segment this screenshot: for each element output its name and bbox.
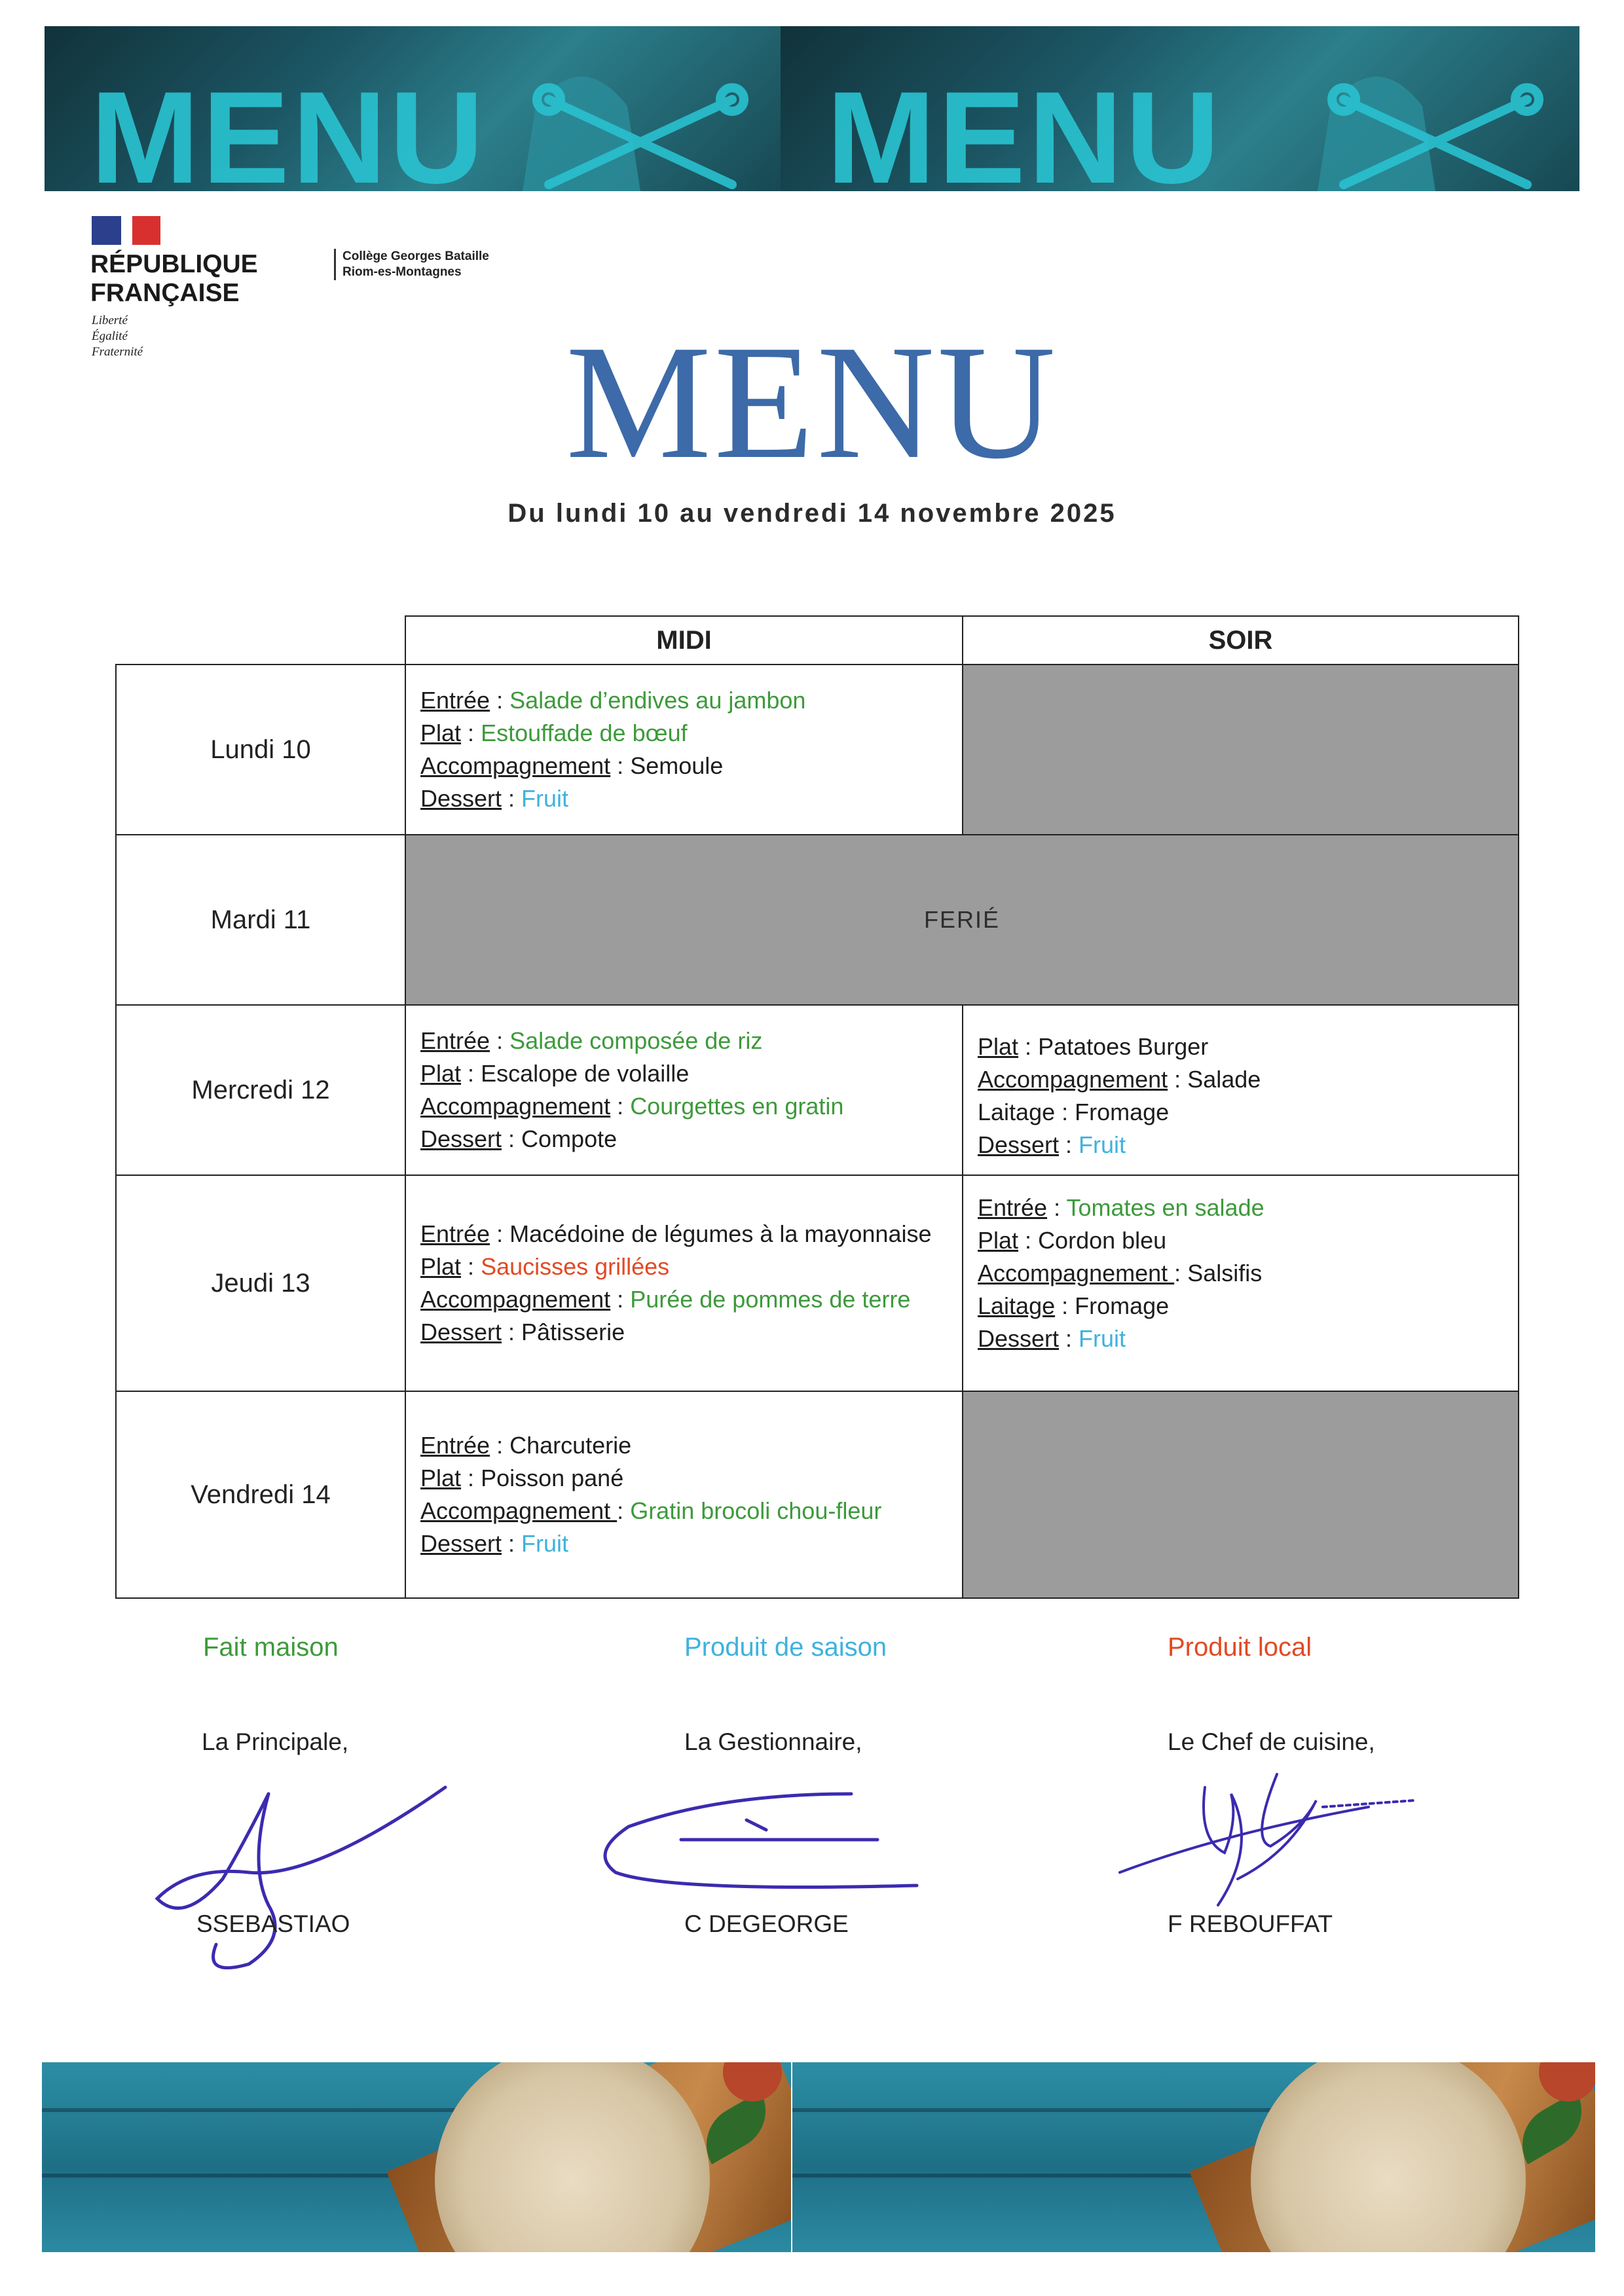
week-subtitle: Du lundi 10 au vendredi 14 novembre 2025 <box>507 499 1116 528</box>
menu-line <box>978 1192 1518 1224</box>
menu-line-label: Plat <box>420 1253 462 1280</box>
menu-line <box>978 1257 1518 1290</box>
menu-line-label: Accompagnement <box>420 1497 618 1524</box>
vendredi-midi-cell <box>405 1391 963 1599</box>
menu-line-label: Plat <box>420 1465 462 1491</box>
signatory-title-chef: Le Chef de cuisine, <box>1168 1728 1375 1755</box>
menu-line <box>978 1030 1518 1063</box>
menu-line <box>420 1250 936 1283</box>
menu-line-value: Semoule <box>630 752 724 779</box>
menu-line-value: Cordon bleu <box>1038 1227 1167 1254</box>
menu-line-separator: : <box>1018 1033 1039 1060</box>
day-mercredi: Mercredi 12 <box>115 1004 406 1176</box>
school-line-2: Riom-es-Montagnes <box>342 265 462 279</box>
menu-line-label: Plat <box>978 1033 1019 1060</box>
menu-line-separator: : <box>1047 1194 1067 1221</box>
signature-gestionnaire-icon <box>589 1768 930 1912</box>
logo-line-1: RÉPUBLIQUE <box>90 250 258 278</box>
lundi-soir-empty <box>962 664 1519 835</box>
menu-line-value: Pâtisserie <box>521 1319 625 1345</box>
republique-francaise-logo <box>90 250 258 308</box>
menu-line-separator: : <box>502 1530 522 1557</box>
page-title: MENU <box>565 312 1059 493</box>
day-lundi: Lundi 10 <box>115 664 406 835</box>
menu-line-separator: : <box>1168 1066 1188 1093</box>
menu-line-label: Plat <box>420 1060 462 1087</box>
mardi-ferie-cell: FERIÉ <box>405 834 1519 1006</box>
legend-produit-local: Produit local <box>1168 1633 1312 1662</box>
menu-line-value: Tomates en salade <box>1066 1194 1264 1221</box>
menu-line-label: Dessert <box>420 785 502 812</box>
menu-line-label: Dessert <box>420 1125 502 1152</box>
menu-line-label: Accompagnement <box>978 1066 1168 1093</box>
menu-line-separator: : <box>610 1286 631 1313</box>
menu-line-separator: : <box>490 687 510 714</box>
legend-fait-maison: Fait maison <box>203 1633 339 1662</box>
menu-line-label: Plat <box>420 720 462 746</box>
menu-line-label: Entrée <box>420 1027 490 1054</box>
menu-line-value: Salsifis <box>1187 1260 1263 1286</box>
signatory-title-gestionnaire: La Gestionnaire, <box>684 1728 862 1755</box>
menu-line <box>978 1290 1518 1322</box>
menu-line-label: Plat <box>978 1227 1019 1254</box>
day-jeudi: Jeudi 13 <box>115 1175 406 1392</box>
menu-line-label: Accompagnement <box>420 1286 611 1313</box>
menu-line-label: Entrée <box>420 1220 490 1247</box>
school-line-1: Collège Georges Bataille <box>342 249 489 263</box>
menu-line-value: Poisson pané <box>481 1465 624 1491</box>
menu-line-label: Entrée <box>978 1194 1048 1221</box>
top-banner-left <box>45 26 784 191</box>
menu-line <box>420 717 962 750</box>
jeudi-soir-cell <box>962 1175 1519 1392</box>
menu-line <box>420 684 962 717</box>
menu-line-label: Laitage <box>978 1292 1056 1319</box>
crossed-utensils-icon <box>523 80 758 191</box>
menu-line-separator: : <box>1055 1292 1075 1319</box>
banner-menu-word: MENU <box>90 65 487 191</box>
menu-line-label: Accompagnement <box>978 1260 1175 1286</box>
signatory-name-chef: F REBOUFFAT <box>1168 1910 1333 1937</box>
menu-line <box>420 1462 962 1495</box>
bottom-banner-right <box>792 2062 1595 2252</box>
menu-line-value: Purée de pommes de terre <box>630 1286 911 1313</box>
menu-line-label: Accompagnement <box>420 752 611 779</box>
menu-line-value: Gratin brocoli chou-fleur <box>630 1497 882 1524</box>
plate-icon <box>1251 2062 1526 2252</box>
menu-line-label: Laitage <box>978 1099 1056 1125</box>
menu-line-separator: : <box>490 1432 510 1459</box>
menu-line-label: Dessert <box>978 1325 1060 1352</box>
menu-line-label: Accompagnement <box>420 1093 611 1120</box>
menu-table <box>115 615 1519 1599</box>
menu-line <box>978 1322 1518 1355</box>
plate-icon <box>435 2062 710 2252</box>
menu-line-value: Fromage <box>1075 1099 1170 1125</box>
menu-line-separator: : <box>461 1060 481 1087</box>
menu-line-label: Entrée <box>420 687 490 714</box>
menu-line-separator: : <box>1018 1227 1039 1254</box>
marianne-flag-icon <box>92 216 160 245</box>
header-soir: SOIR <box>962 615 1519 665</box>
menu-line-separator: : <box>1055 1099 1075 1125</box>
crossed-utensils-icon <box>1318 80 1553 191</box>
menu-line <box>420 1429 962 1462</box>
menu-line-separator: : <box>502 785 522 812</box>
menu-line <box>420 1025 962 1057</box>
menu-line <box>420 1495 962 1527</box>
menu-line-separator: : <box>502 1319 522 1345</box>
mercredi-midi-cell <box>405 1004 963 1176</box>
menu-line <box>978 1224 1518 1257</box>
lundi-midi-cell <box>405 664 963 835</box>
menu-line-value: Fromage <box>1075 1292 1170 1319</box>
menu-line <box>420 782 962 815</box>
menu-line-separator: : <box>461 1465 481 1491</box>
menu-line <box>420 1090 962 1123</box>
menu-line-value: Charcuterie <box>509 1432 632 1459</box>
menu-line-value: Saucisses grillées <box>481 1253 670 1280</box>
menu-line-value: Patatoes Burger <box>1038 1033 1209 1060</box>
top-banner-right <box>781 26 1579 191</box>
menu-line <box>420 1123 962 1156</box>
menu-line <box>420 750 962 782</box>
day-vendredi: Vendredi 14 <box>115 1391 406 1599</box>
menu-line-label: Dessert <box>978 1131 1060 1158</box>
menu-line-value: Macédoine de légumes à la mayonnaise <box>509 1220 932 1247</box>
mercredi-soir-cell <box>962 1004 1519 1176</box>
vendredi-soir-empty <box>962 1391 1519 1599</box>
menu-line <box>420 1218 936 1250</box>
menu-line-value: Fruit <box>521 1530 569 1557</box>
menu-line-value: Fruit <box>1079 1325 1126 1352</box>
menu-line-value: Salade composée de riz <box>509 1027 763 1054</box>
menu-line-separator: : <box>490 1027 510 1054</box>
menu-line-value: Courgettes en gratin <box>630 1093 844 1120</box>
menu-line-separator: : <box>610 1093 631 1120</box>
menu-line <box>420 1316 936 1349</box>
bottom-banner-left <box>42 2062 791 2252</box>
menu-line <box>420 1057 962 1090</box>
signature-chef-icon <box>1107 1761 1434 1925</box>
signatory-title-principale: La Principale, <box>202 1728 349 1755</box>
menu-line-separator: : <box>1059 1131 1079 1158</box>
menu-line-separator: : <box>461 720 481 746</box>
menu-line <box>978 1063 1518 1096</box>
menu-line-value: Escalope de volaille <box>481 1060 690 1087</box>
menu-line <box>420 1527 962 1560</box>
menu-line-separator: : <box>1174 1260 1188 1286</box>
signatory-name-gestionnaire: C DEGEORGE <box>684 1910 849 1937</box>
menu-line-label: Dessert <box>420 1319 502 1345</box>
school-name <box>334 249 489 280</box>
legend-produit-saison: Produit de saison <box>684 1633 887 1662</box>
devise-egalite: Égalité <box>92 329 128 343</box>
menu-line-separator: : <box>490 1220 510 1247</box>
menu-line-value: Fruit <box>521 785 569 812</box>
menu-line-label: Dessert <box>420 1530 502 1557</box>
menu-line-value: Estouffade de bœuf <box>481 720 688 746</box>
jeudi-midi-cell <box>405 1175 963 1392</box>
signature-principale-icon <box>144 1768 458 1977</box>
menu-line-separator: : <box>461 1253 481 1280</box>
menu-line-label: Entrée <box>420 1432 490 1459</box>
menu-line-value: Compote <box>521 1125 618 1152</box>
menu-line <box>420 1283 936 1316</box>
menu-line-value: Salade <box>1187 1066 1261 1093</box>
menu-line-separator: : <box>502 1125 522 1152</box>
menu-line-separator: : <box>1059 1325 1079 1352</box>
menu-line-separator: : <box>610 752 631 779</box>
logo-line-2: FRANÇAISE <box>90 279 240 307</box>
menu-line <box>978 1096 1518 1129</box>
menu-line-separator: : <box>617 1497 631 1524</box>
header-midi: MIDI <box>405 615 963 665</box>
menu-line-value: Salade d’endives au jambon <box>509 687 806 714</box>
devise-fraternite: Fraternité <box>92 345 143 359</box>
signatory-name-principale: SSEBASTIAO <box>196 1910 350 1937</box>
menu-line <box>978 1129 1518 1161</box>
menu-line-value: Fruit <box>1079 1131 1126 1158</box>
day-mardi: Mardi 11 <box>115 834 406 1006</box>
banner-menu-word: MENU <box>826 65 1223 191</box>
devise-liberte: Liberté <box>92 314 128 327</box>
